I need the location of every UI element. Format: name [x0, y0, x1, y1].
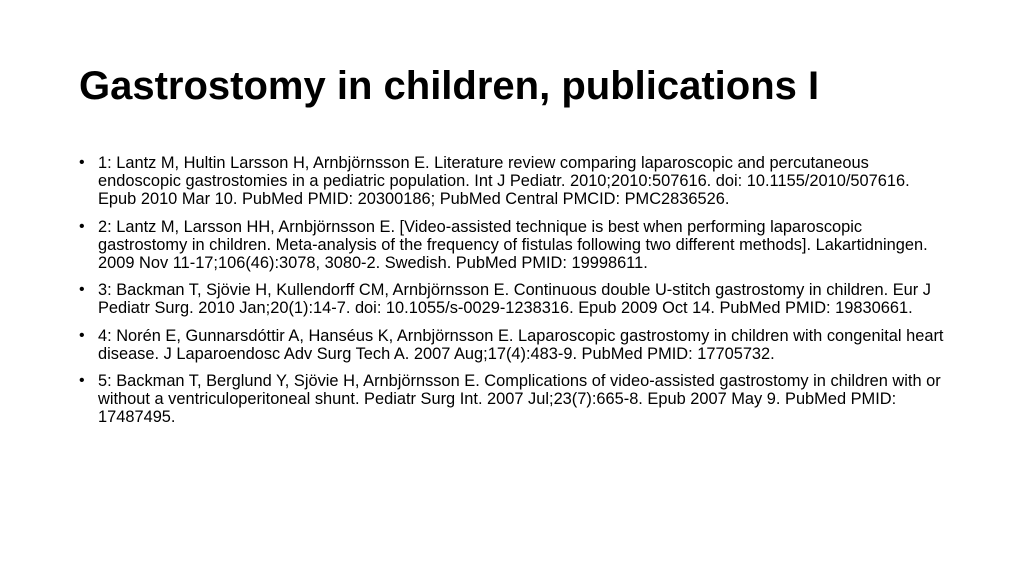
reference-list	[79, 154, 949, 436]
reference-text: 4: Norén E, Gunnarsdóttir A, Hanséus K, Arnbjörnsson E. Laparoscopic gastrostomy in children with congenital heart disease. J Laparoendosc Adv Surg Tech A. 2007 Aug;17(4):483-9. PubMed PMID: 17705732.	[98, 326, 944, 363]
bullet-icon: •	[79, 281, 85, 299]
bullet-icon: •	[79, 372, 85, 390]
reference-item-4	[79, 327, 949, 363]
bullet-icon: •	[79, 154, 85, 171]
bullet-icon: •	[79, 326, 85, 344]
slide-title: Gastrostomy in children, publications I	[79, 64, 820, 108]
bullet-icon: •	[79, 217, 85, 235]
reference-item-5	[79, 372, 949, 427]
reference-item-3	[79, 281, 949, 317]
reference-text: 1: Lantz M, Hultin Larsson H, Arnbjörnsson E. Literature review comparing laparoscopic and percutaneous endoscopic gastrostomies in a pediatric population. Int J Pediatr. 2010;2010:507616. doi: 10.1155/2010/507616. Epub 2010 Mar 10. PubMed PMID: 20300186; PubMed Central PMCID: PMC2836526.	[98, 154, 910, 209]
reference-item-1	[79, 154, 949, 209]
reference-text: 3: Backman T, Sjövie H, Kullendorff CM, Arnbjörnsson E. Continuous double U-stitch gastrostomy in children. Eur J Pediatr Surg. 2010 Jan;20(1):14-7. doi: 10.1055/s-0029-1238316. Epub 2009 Oct 14. PubMed PMID: 19830661.	[98, 281, 931, 318]
reference-text: 2: Lantz M, Larsson HH, Arnbjörnsson E. [Video-assisted technique is best when performing laparoscopic gastrostomy in children. Meta-analysis of the frequency of fistulas following two different methods]. Lakartidningen. 2009 Nov 11-17;106(46):3078, 3080-2. Swedish. PubMed PMID: 19998611.	[98, 217, 928, 273]
reference-item-2	[79, 218, 949, 273]
reference-text: 5: Backman T, Berglund Y, Sjövie H, Arnbjörnsson E. Complications of video-assisted gastrostomy in children with or without a ventriculoperitoneal shunt. Pediatr Surg Int. 2007 Jul;23(7):665-8. Epub 2007 May 9. PubMed PMID: 17487495.	[98, 372, 941, 427]
